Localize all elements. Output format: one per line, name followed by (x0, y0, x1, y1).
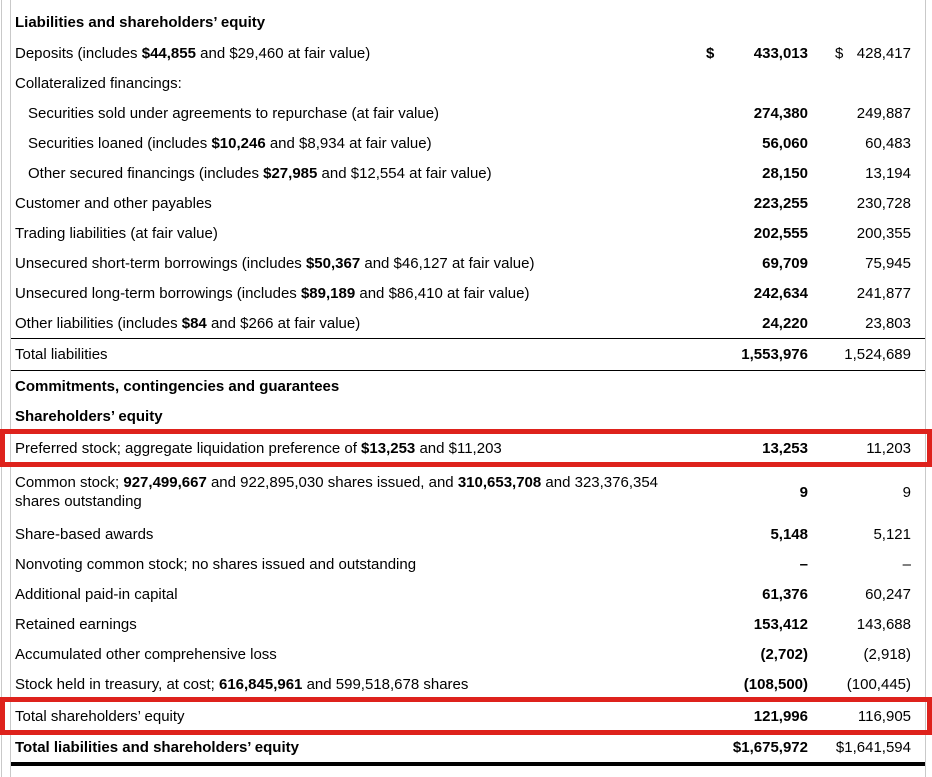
table-row-securities-loaned (11, 128, 925, 158)
value-number-current: 28,150 (762, 164, 808, 182)
table-row-retained-earnings (11, 609, 925, 639)
row-value-current (706, 255, 823, 272)
row-label: Other liabilities (includes $84 and $266 at fair value) (15, 314, 361, 332)
row-value-current (706, 285, 823, 302)
right-gridline (925, 0, 926, 777)
table-row-unsecured-short-term-borrowings (11, 248, 925, 278)
row-value-current (706, 105, 823, 122)
table-row-common-stock (11, 465, 925, 519)
row-value-current (706, 165, 823, 182)
row-value-prior (823, 135, 925, 152)
table-row-unsecured-long-term-borrowings (11, 278, 925, 308)
row-value-prior (823, 165, 925, 182)
value-number-prior: $1,641,594 (835, 739, 911, 756)
row-label: Unsecured long-term borrowings (includes $89,189 and $86,410 at fair value) (15, 284, 530, 302)
row-value-current (706, 526, 823, 543)
value-number-current: 274,380 (753, 104, 808, 122)
value-number-prior: 143,688 (856, 615, 911, 633)
row-value-current (706, 616, 823, 633)
row-value-prior (823, 315, 925, 332)
row-label: Unsecured short-term borrowings (includes $50,367 and $46,127 at fair value) (15, 254, 535, 272)
value-number-current: 13,253 (762, 439, 808, 457)
table-row-liabilities-heading (11, 4, 925, 38)
row-label: Securities loaned (includes $10,246 and $8,934 at fair value) (28, 134, 432, 152)
value-number-current: 61,376 (762, 585, 808, 603)
table-row-customer-and-other-payables (11, 188, 925, 218)
value-number-prior: 230,728 (856, 194, 911, 212)
left-outer-gridline (1, 0, 2, 777)
value-number-prior: 60,247 (865, 585, 911, 603)
row-label: Commitments, contingencies and guarantees (15, 377, 340, 395)
value-number-current: – (799, 555, 808, 573)
row-label: Securities sold under agreements to repurchase (at fair value) (28, 104, 440, 122)
row-value-current (706, 586, 823, 603)
table-row-commitments-contingencies-guarantees (11, 371, 925, 401)
row-label: Other secured financings (includes $27,985 and $12,554 at fair value) (28, 164, 492, 182)
value-number-current: 153,412 (753, 615, 808, 633)
balance-sheet-table (11, 4, 925, 766)
value-number-current: 202,555 (753, 224, 808, 242)
value-number-current: $1,675,972 (732, 739, 808, 756)
table-row-collateralized-financings-heading (11, 68, 925, 98)
table-row-accumulated-other-comprehensive-loss (11, 639, 925, 669)
value-number-current: 9 (799, 483, 808, 501)
table-row-deposits (11, 38, 925, 68)
value-number-current: 24,220 (762, 314, 808, 332)
table-row-shareholders-equity-heading (11, 401, 925, 431)
row-value-prior (823, 708, 925, 725)
row-value-prior (823, 556, 925, 573)
row-label: Accumulated other comprehensive loss (15, 645, 277, 663)
table-row-preferred-stock (11, 431, 925, 465)
value-number-prior: (2,918) (863, 645, 911, 663)
table-row-additional-paid-in-capital (11, 579, 925, 609)
value-number-current: 223,255 (753, 194, 808, 212)
row-value-current (706, 708, 823, 725)
table-row-securities-sold-under-agreements-to-repurchase (11, 98, 925, 128)
value-number-prior: 1,524,689 (844, 346, 911, 363)
value-number-prior: 13,194 (865, 164, 911, 182)
row-value-prior (823, 676, 925, 693)
table-row-trading-liabilities (11, 218, 925, 248)
row-label: Deposits (includes $44,855 and $29,460 at fair value) (15, 44, 371, 62)
row-label: Collateralized financings: (15, 74, 182, 92)
value-number-prior: 75,945 (865, 254, 911, 272)
row-value-current (706, 646, 823, 663)
row-label: Retained earnings (15, 615, 137, 633)
row-label: Total liabilities and shareholders’ equity (15, 739, 299, 756)
row-label: Nonvoting common stock; no shares issued and outstanding (15, 555, 417, 573)
value-number-current: 121,996 (753, 707, 808, 725)
row-label: Shareholders’ equity (15, 407, 163, 425)
row-value-prior (823, 440, 925, 457)
row-label: Common stock; 927,499,667 and 922,895,030 shares issued, and 310,653,708 and 323,376,354 shares outstanding (15, 474, 659, 510)
row-value-current (706, 195, 823, 212)
row-value-prior (823, 45, 925, 62)
row-label: Stock held in treasury, at cost; 616,845,961 and 599,518,678 shares (15, 675, 469, 693)
row-label: Trading liabilities (at fair value) (15, 224, 218, 242)
row-value-current (706, 315, 823, 332)
row-value-prior (823, 616, 925, 633)
row-value-prior (823, 225, 925, 242)
row-value-prior (823, 739, 925, 756)
row-value-prior (823, 195, 925, 212)
row-value-prior (823, 646, 925, 663)
value-number-current: 5,148 (770, 525, 808, 543)
table-row-other-secured-financings (11, 158, 925, 188)
value-number-prior: 116,905 (857, 707, 911, 725)
dollar-sign: $ (706, 44, 715, 62)
row-label: Preferred stock; aggregate liquidation preference of $13,253 and $11,203 (15, 439, 502, 457)
row-value-prior (823, 346, 925, 363)
value-number-current: 56,060 (762, 134, 808, 152)
table-row-other-liabilities (11, 308, 925, 338)
table-row-stock-held-in-treasury (11, 669, 925, 699)
value-number-prior: 241,877 (856, 284, 911, 302)
row-label: Share-based awards (15, 525, 154, 543)
table-row-total-shareholders-equity (11, 699, 925, 733)
row-value-prior (823, 105, 925, 122)
value-number-prior: (100,445) (846, 675, 911, 693)
value-number-current: (2,702) (760, 645, 808, 663)
table-row-share-based-awards (11, 519, 925, 549)
value-number-prior: 11,203 (866, 439, 911, 457)
value-number-prior: 200,355 (856, 224, 911, 242)
table-row-total-liabilities-and-shareholders-equity (11, 733, 925, 766)
value-number-current: 433,013 (753, 44, 808, 62)
row-label: Liabilities and shareholders’ equity (15, 13, 266, 31)
row-value-current (706, 45, 823, 62)
row-value-prior (823, 285, 925, 302)
row-value-current (706, 346, 823, 363)
value-number-prior: 60,483 (865, 134, 911, 152)
row-value-current (706, 739, 823, 756)
value-number-current: 1,553,976 (741, 346, 808, 363)
row-value-current (706, 225, 823, 242)
row-value-prior (823, 255, 925, 272)
row-label: Total liabilities (15, 346, 108, 363)
row-label: Additional paid-in capital (15, 585, 178, 603)
row-value-current (706, 484, 823, 501)
value-number-prior: 5,121 (873, 525, 911, 543)
value-number-prior: 249,887 (856, 104, 911, 122)
value-number-prior: – (902, 555, 911, 573)
row-value-current (706, 676, 823, 693)
value-number-current: 242,634 (753, 284, 808, 302)
row-value-current (706, 556, 823, 573)
table-row-nonvoting-common-stock (11, 549, 925, 579)
value-number-current: 69,709 (762, 254, 808, 272)
value-number-prior: 23,803 (865, 314, 911, 332)
table-row-total-liabilities (11, 338, 925, 371)
row-value-current (706, 135, 823, 152)
dollar-sign: $ (835, 44, 844, 62)
value-number-prior: 428,417 (856, 44, 911, 62)
row-value-prior (823, 484, 925, 501)
value-number-current: (108,500) (743, 675, 808, 693)
row-value-prior (823, 586, 925, 603)
row-label: Customer and other payables (15, 194, 212, 212)
value-number-prior: 9 (902, 483, 911, 501)
row-value-prior (823, 526, 925, 543)
row-value-current (706, 440, 823, 457)
row-label: Total shareholders’ equity (15, 707, 185, 725)
